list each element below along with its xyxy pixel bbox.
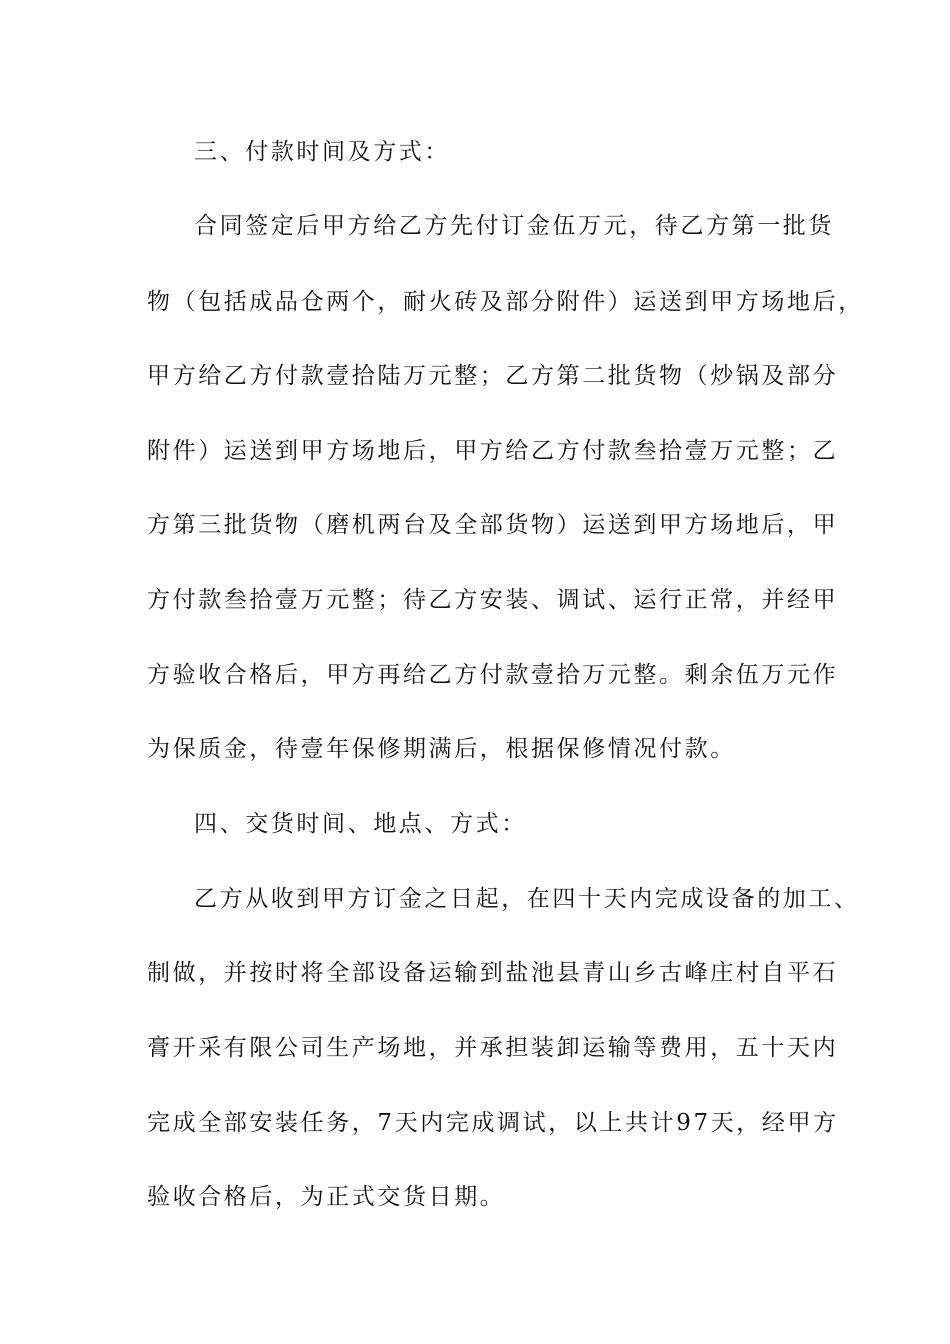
paragraph-line: 验收合格后，为正式交货日期。 [147,1184,506,1210]
section-heading-payment: 三、付款时间及方式： [194,139,450,165]
paragraph-line: 附件）运送到甲方场地后，甲方给乙方付款叁拾壹万元整；乙 [147,438,839,464]
section-heading-delivery: 四、交货时间、地点、方式： [194,811,527,837]
paragraph-line: 膏开采有限公司生产场地，并承担装卸运输等费用，五十天内 [147,1035,839,1061]
paragraph-line: 物（包括成品仓两个，耐火砖及部分附件）运送到甲方场地后， [147,289,864,315]
paragraph-line: 方第三批货物（磨机两台及全部货物）运送到甲方场地后，甲 [147,512,839,538]
paragraph-line: 完成全部安装任务，7天内完成调试，以上共计97天，经甲方 [147,1110,839,1136]
paragraph-line: 甲方给乙方付款壹拾陆万元整；乙方第二批货物（炒锅及部分 [147,363,839,389]
paragraph-line: 合同签定后甲方给乙方先付订金伍万元，待乙方第一批货 [194,213,834,239]
paragraph-line: 方验收合格后，甲方再给乙方付款壹拾万元整。剩余伍万元作 [147,662,839,688]
paragraph-line: 方付款叁拾壹万元整；待乙方安装、调试、运行正常，并经甲 [147,587,839,613]
paragraph-line: 为保质金，待壹年保修期满后，根据保修情况付款。 [147,736,736,762]
paragraph-line: 乙方从收到甲方订金之日起，在四十天内完成设备的加工、 [194,886,860,912]
paragraph-line: 制做，并按时将全部设备运输到盐池县青山乡古峰庄村自平石 [147,960,839,986]
